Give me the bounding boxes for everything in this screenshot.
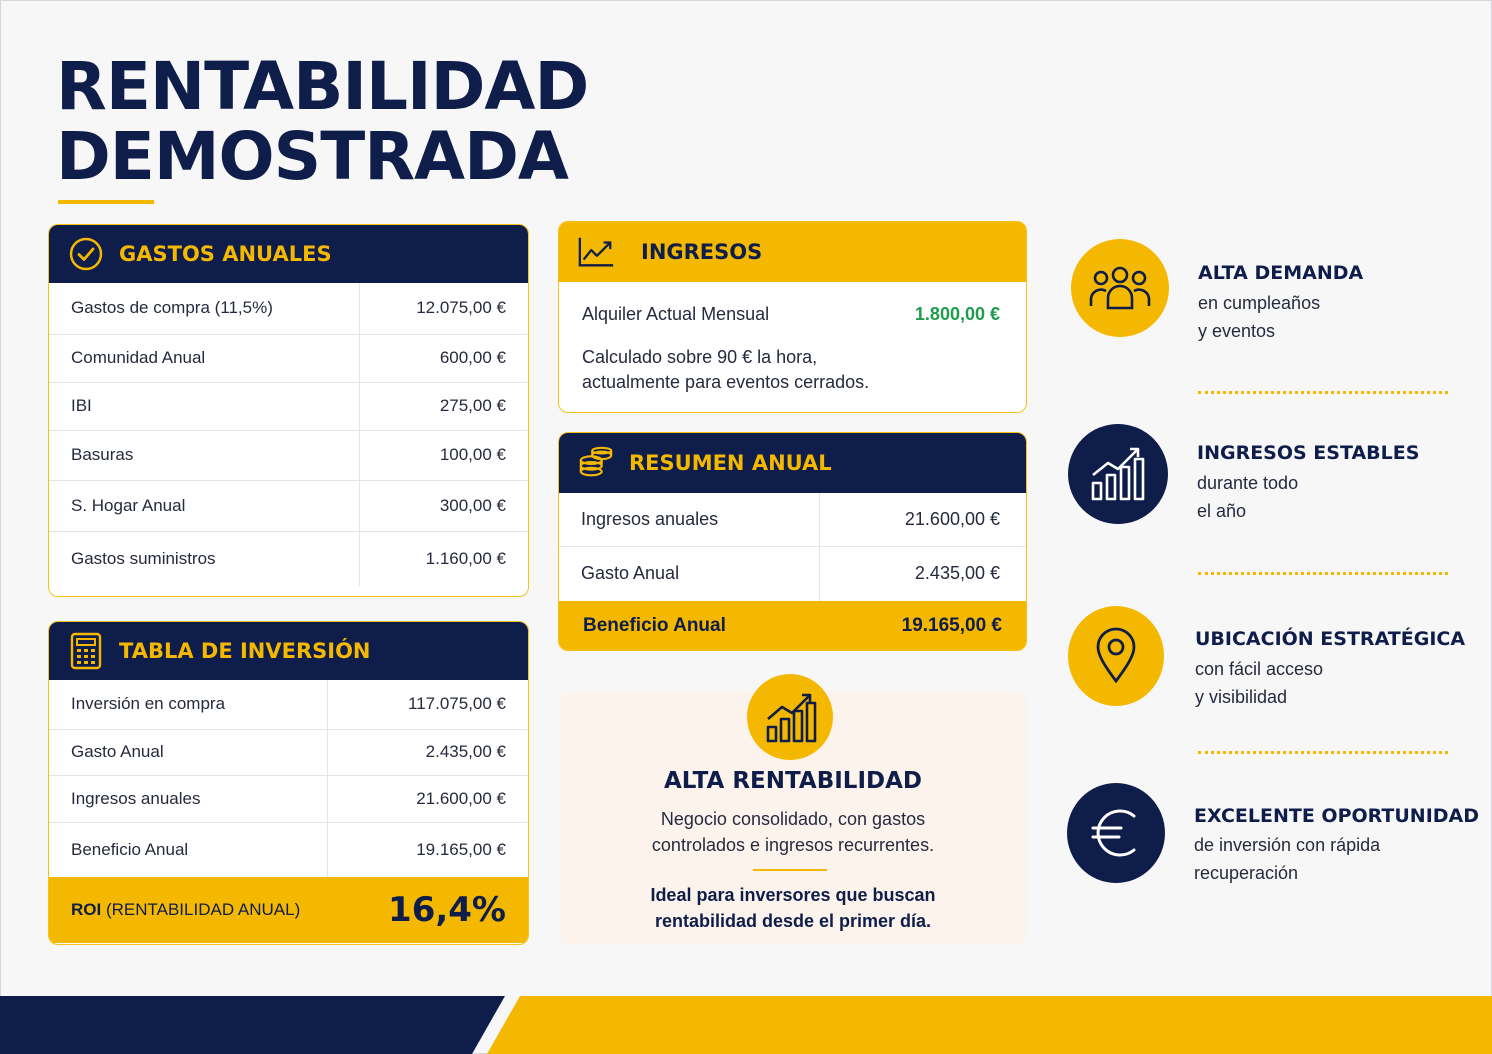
table-row [49, 822, 528, 877]
inversion-heading: TABLA DE INVERSIÓN [119, 639, 371, 663]
row-value: 21.600,00 € [820, 493, 1026, 546]
table-row [49, 334, 528, 382]
row-value: 21.600,00 € [328, 775, 528, 822]
row-label: Gasto Anual [581, 563, 680, 584]
table-row [49, 729, 528, 775]
inversion-header [49, 622, 528, 680]
feature-text: con fácil acceso y visibilidad [1195, 659, 1324, 707]
gastos-anuales-card [48, 224, 529, 597]
dotted-divider [1198, 572, 1448, 575]
roi-value: 16,4% [388, 890, 506, 930]
roi-row [49, 877, 528, 943]
row-value: 19.165,00 € [328, 822, 528, 877]
row-value: 2.435,00 € [820, 546, 1026, 601]
total-value: 19.165,00 € [901, 615, 1002, 636]
roi-label: ROI (RENTABILIDAD ANUAL) [71, 900, 301, 919]
ingresos-card [558, 221, 1027, 413]
row-label: IBI [49, 382, 359, 430]
row-label: Beneficio Anual [71, 839, 189, 859]
feature-text: de inversión con rápida recuperación [1194, 835, 1381, 883]
feature-text: durante todo el año [1197, 473, 1299, 521]
row-label: Basuras [49, 430, 359, 480]
resumen-table [559, 493, 1026, 601]
page-title [56, 48, 589, 195]
row-value: 1.160,00 € [359, 531, 528, 586]
ingresos-header [559, 222, 1026, 282]
row-value: 2.435,00 € [328, 729, 528, 775]
dotted-divider [1198, 751, 1448, 754]
promo-divider [753, 869, 827, 871]
table-row [49, 382, 528, 430]
ingresos-value: 1.800,00 € [914, 304, 1000, 324]
line-chart-icon [577, 233, 615, 271]
row-value: 117.075,00 € [328, 680, 528, 729]
table-row [49, 775, 528, 822]
feature-title: ALTA DEMANDA [1198, 262, 1364, 284]
gastos-heading: GASTOS ANUALES [119, 242, 332, 266]
table-row [559, 546, 1026, 601]
ingresos-row [559, 282, 1026, 325]
table-row [49, 283, 528, 334]
bar-growth-icon [747, 674, 833, 760]
row-value: 275,00 € [359, 382, 528, 430]
promo-title: ALTA RENTABILIDAD [663, 768, 923, 794]
tabla-inversion-card [48, 621, 529, 945]
row-label: S. Hogar Anual [49, 480, 359, 531]
row-label: Gastos suministros [71, 548, 216, 568]
feature-text: en cumpleaños y eventos [1198, 293, 1321, 341]
resumen-header [559, 433, 1026, 493]
growth-chart-icon [1068, 424, 1168, 524]
table-row [49, 430, 528, 480]
feature-title: UBICACIÓN ESTRATÉGICA [1195, 628, 1466, 650]
promo-highlight: Ideal para inversores que buscan rentabilidad desde el primer día. [650, 885, 936, 931]
beneficio-total-row [559, 601, 1026, 651]
row-value: 600,00 € [359, 334, 528, 382]
inversion-table [49, 680, 528, 877]
row-label: Ingresos anuales [559, 493, 820, 546]
euro-icon [1067, 783, 1165, 883]
feature-title: INGRESOS ESTABLES [1197, 442, 1420, 464]
title-underline [58, 200, 154, 204]
title-line-1: RENTABILIDAD [56, 48, 589, 125]
people-icon [1071, 239, 1169, 337]
promo-text: Negocio consolidado, con gastos controlados e ingresos recurrentes. [651, 809, 935, 855]
total-label: Beneficio Anual [583, 615, 726, 636]
dotted-divider [1198, 391, 1448, 394]
resumen-anual-card [558, 432, 1027, 651]
table-row [49, 531, 528, 586]
bottom-band [0, 996, 1492, 1054]
ingresos-note: Calculado sobre 90 € la hora, actualmente para eventos cerrados. [582, 347, 870, 392]
table-row [49, 480, 528, 531]
row-label: Gasto Anual [49, 729, 328, 775]
row-value: 300,00 € [359, 480, 528, 531]
calculator-icon [67, 632, 105, 670]
gastos-table [49, 283, 528, 586]
ingresos-label: Alquiler Actual Mensual [582, 304, 770, 324]
row-value: 12.075,00 € [359, 283, 528, 334]
check-circle-icon [67, 235, 105, 273]
table-row [49, 680, 528, 729]
row-label: Gastos de compra (11,5%) [49, 283, 359, 334]
ingresos-heading: INGRESOS [641, 240, 763, 264]
row-label: Inversión en compra [49, 680, 328, 729]
table-row [559, 493, 1026, 546]
row-label: Comunidad Anual [49, 334, 359, 382]
row-label: Ingresos anuales [49, 775, 328, 822]
title-line-2: DEMOSTRADA [56, 118, 568, 195]
gastos-header [49, 225, 528, 283]
resumen-heading: RESUMEN ANUAL [629, 451, 832, 475]
feature-title: EXCELENTE OPORTUNIDAD [1194, 805, 1480, 827]
location-pin-icon [1068, 606, 1164, 706]
row-value: 100,00 € [359, 430, 528, 480]
coins-icon [577, 444, 615, 482]
